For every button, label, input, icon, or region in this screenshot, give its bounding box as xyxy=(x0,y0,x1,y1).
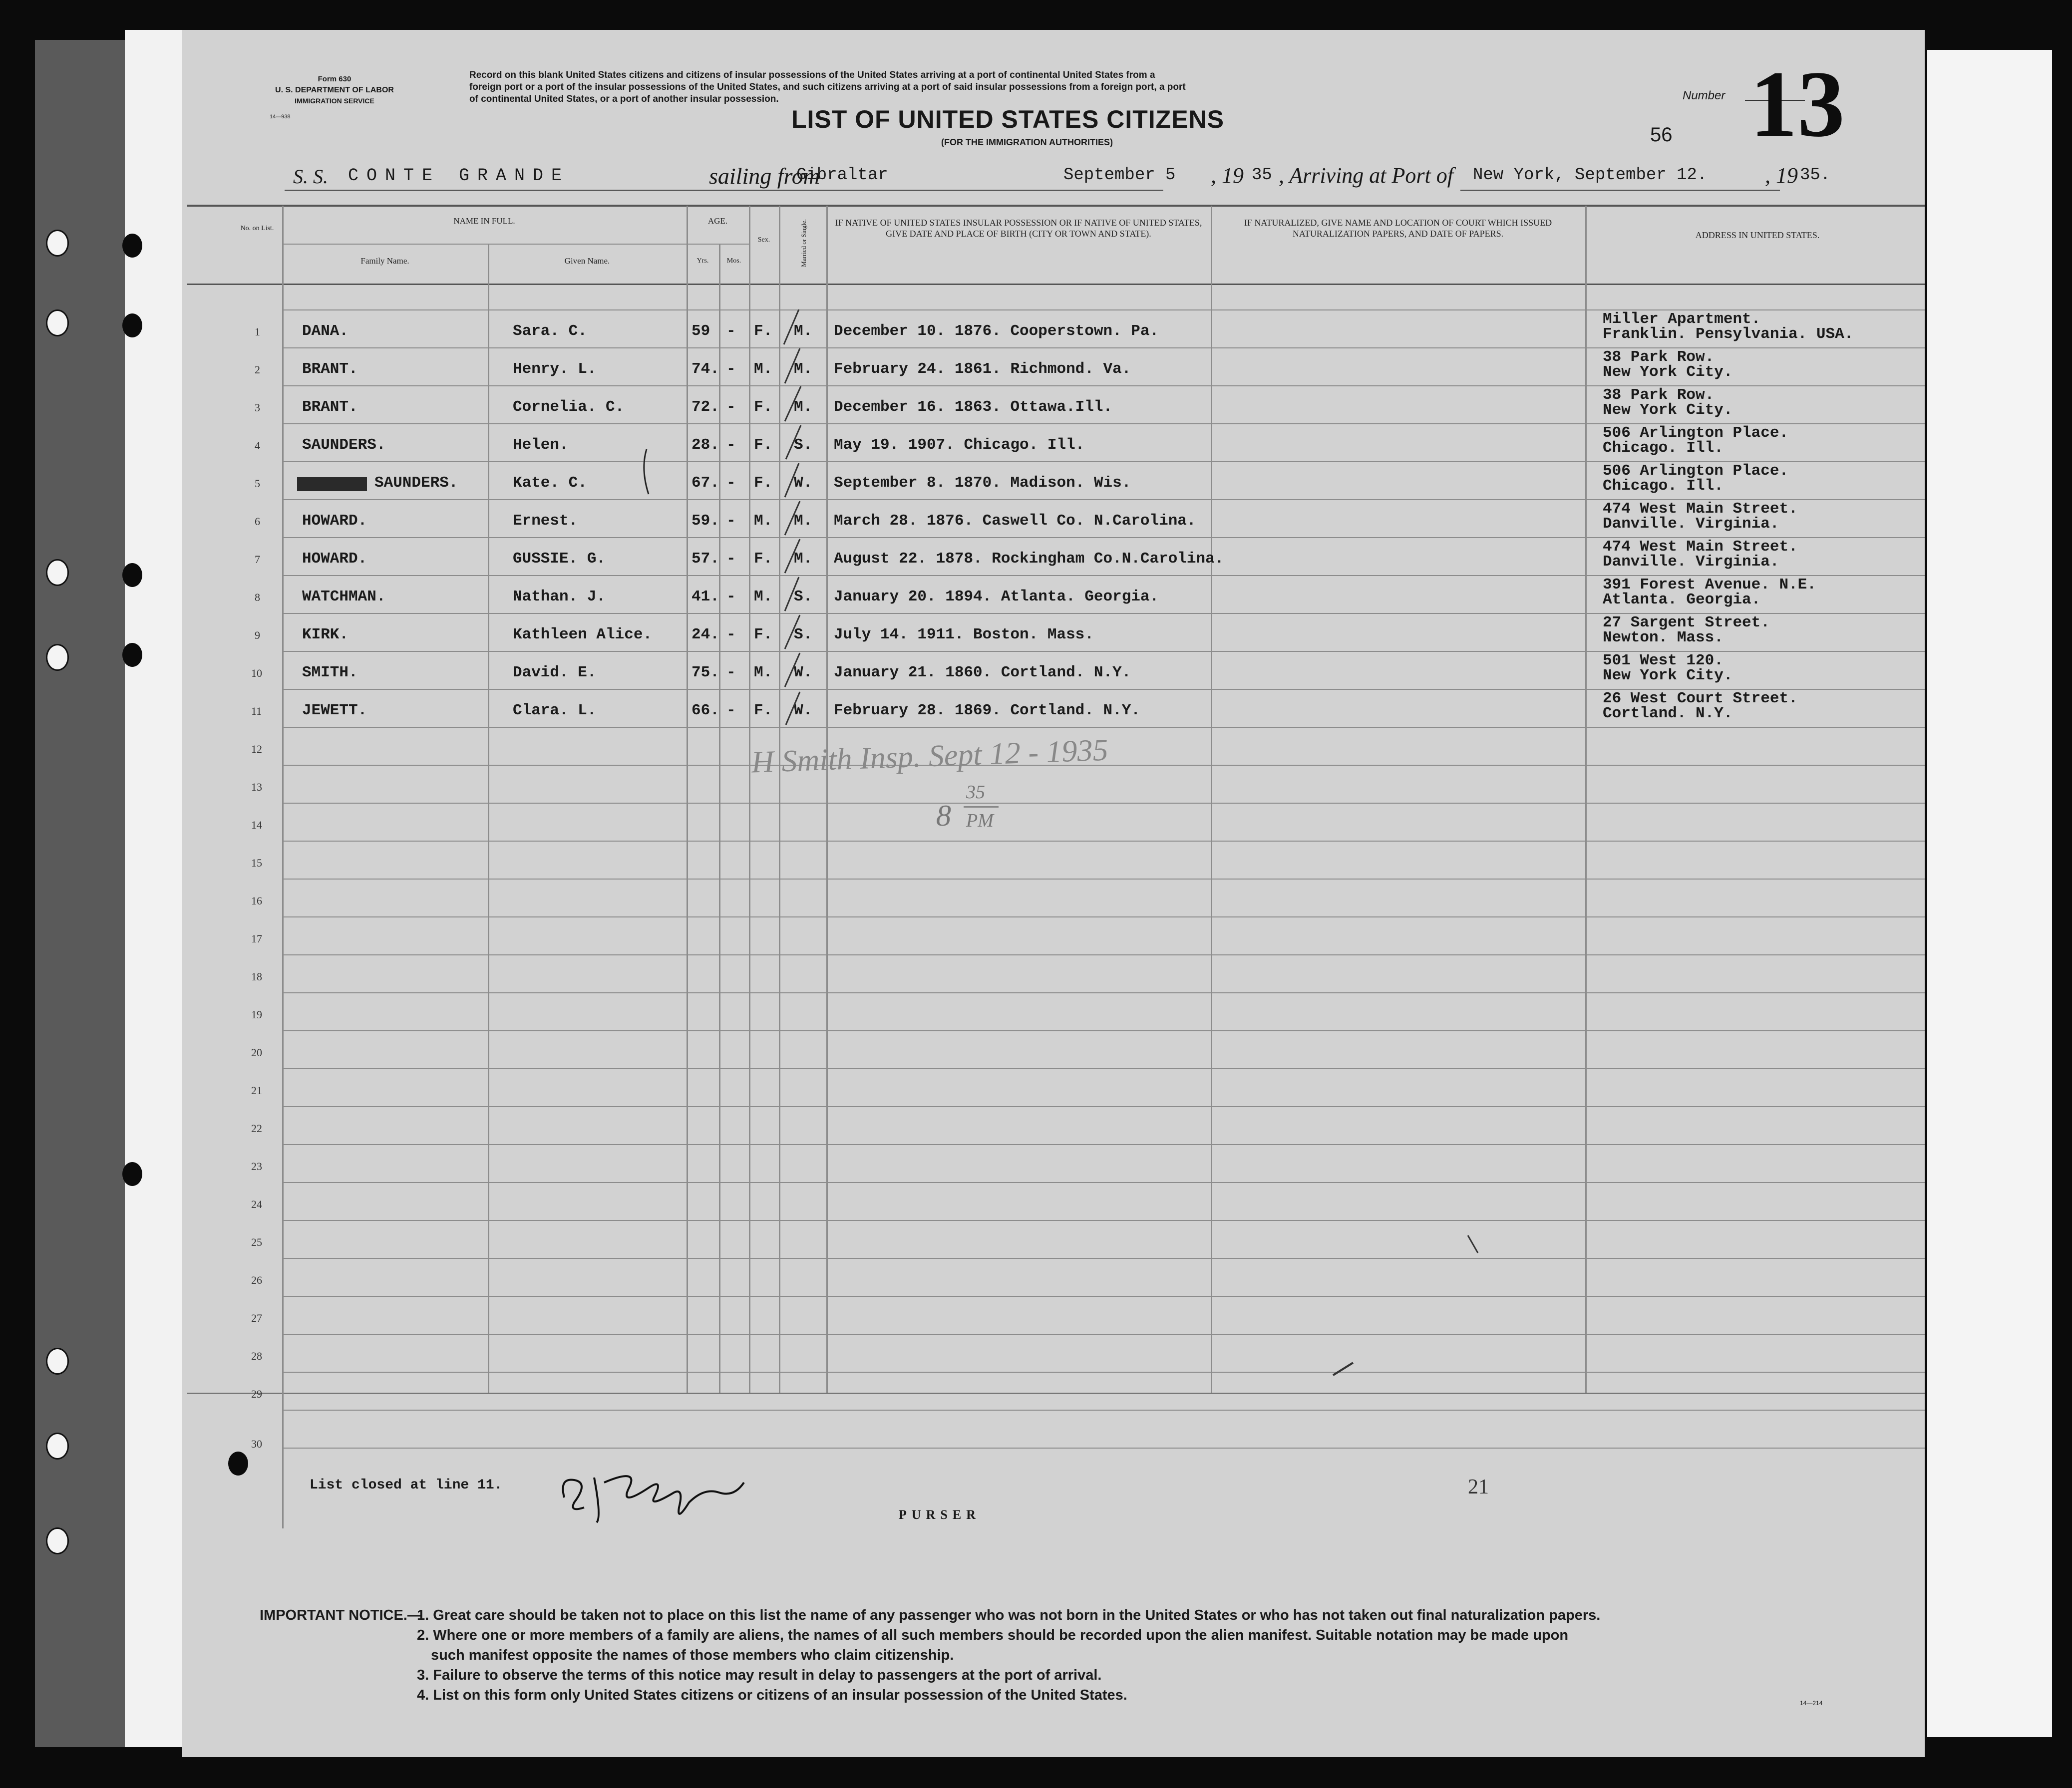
table-top-border xyxy=(187,205,1925,207)
family-name: BRANT. xyxy=(302,398,358,416)
punch-hole xyxy=(122,643,142,667)
line-number: 27 xyxy=(251,1312,262,1324)
binder-hole xyxy=(46,1348,69,1375)
arrival-port-date: New York, September 12. xyxy=(1473,166,1708,185)
struck-out-name xyxy=(297,477,367,491)
col-header-no: No. on List. xyxy=(240,225,274,232)
ship-underline xyxy=(285,190,821,191)
table-bottom-border xyxy=(187,1393,1925,1394)
service: IMMIGRATION SERVICE xyxy=(295,97,374,105)
age-months: - xyxy=(726,664,736,681)
binder-hole xyxy=(46,1527,69,1554)
col-header-family: Family Name. xyxy=(360,256,409,266)
address-line-2: Cortland. N.Y. xyxy=(1603,705,1733,722)
marital-status: S. xyxy=(794,436,813,454)
row-rule xyxy=(282,1258,1925,1259)
col-header-native: IF NATIVE OF UNITED STATES INSULAR POSSESSION OR IF NATIVE OF UNITED STATES, GIVE DATE AND PLACE OF BIRTH (CITY OR TOWN AND STATE). xyxy=(835,218,1202,239)
line-number: 17 xyxy=(251,932,262,945)
notice-item: 1. Great care should be taken not to place on this list the name of any passenger who was not born in the United States or who has not taken out final naturalization papers. xyxy=(417,1607,1601,1623)
age-years: 24. xyxy=(691,626,719,643)
address-line-2: New York City. xyxy=(1603,401,1733,419)
row-rule xyxy=(282,1182,1925,1183)
inspector-note: H Smith Insp. Sept 12 - 1935 xyxy=(751,733,1109,780)
sex: F. xyxy=(754,322,773,340)
marital-status: W. xyxy=(794,664,813,681)
age-months: - xyxy=(726,322,736,340)
marital-status: M. xyxy=(794,322,813,340)
arrival-underline xyxy=(1460,190,1780,191)
notice-item: 3. Failure to observe the terms of this notice may result in delay to passengers at the port of arrival. xyxy=(417,1667,1102,1683)
row-rule xyxy=(282,1410,1925,1411)
age-years: 59 xyxy=(691,322,710,340)
family-name: JEWETT. xyxy=(302,702,367,719)
table-row xyxy=(182,690,1925,728)
given-name: Clara. L. xyxy=(513,702,597,719)
birth-info: July 14. 1911. Boston. Mass. xyxy=(834,626,1094,643)
line-number: 12 xyxy=(251,743,262,755)
family-name: HOWARD. xyxy=(302,550,367,568)
arriving-label: , Arriving at Port of xyxy=(1279,163,1453,188)
address-line-1: 474 West Main Street. xyxy=(1603,500,1798,518)
instruction-line: of continental United States, or a port of another insular possession. xyxy=(469,94,779,104)
given-name: Helen. xyxy=(513,436,569,454)
family-name: DANA. xyxy=(302,322,349,340)
line-number: 21 xyxy=(251,1084,262,1097)
col-header-age: AGE. xyxy=(707,216,728,226)
given-name: Kate. C. xyxy=(513,474,587,492)
page-number-stamp: 13 xyxy=(1750,52,1845,157)
address-line-2: Franklin. Pensylvania. USA. xyxy=(1603,325,1854,343)
arrival-period: PM xyxy=(966,810,994,831)
family-name: KIRK. xyxy=(302,626,349,643)
sex: M. xyxy=(754,588,773,605)
handwritten-tick xyxy=(637,444,657,499)
age-years: 41. xyxy=(691,588,719,605)
age-years: 66. xyxy=(691,702,719,719)
age-months: - xyxy=(726,436,736,454)
age-years: 67. xyxy=(691,474,719,492)
line-number: 16 xyxy=(251,894,262,907)
family-name: SMITH. xyxy=(302,664,358,681)
binder-hole xyxy=(46,1433,69,1460)
purser-signature xyxy=(554,1458,774,1527)
col-header-given: Given Name. xyxy=(564,256,610,266)
line-number: 15 xyxy=(251,857,262,869)
stray-mark xyxy=(1331,1358,1361,1383)
line-number: 3 xyxy=(255,401,260,414)
notice-item: such manifest opposite the names of those members who claim citizenship. xyxy=(431,1647,954,1663)
marital-status: S. xyxy=(794,588,813,605)
sex: M. xyxy=(754,512,773,530)
marital-status: M. xyxy=(794,550,813,568)
birth-info: May 19. 1907. Chicago. Ill. xyxy=(834,436,1085,454)
line-number: 26 xyxy=(251,1274,262,1286)
col-header-sex: Sex. xyxy=(757,236,770,244)
birth-info: January 21. 1860. Cortland. N.Y. xyxy=(834,664,1131,681)
binder-edge xyxy=(125,30,185,1747)
line-number: 8 xyxy=(255,591,260,603)
table-row xyxy=(182,462,1925,500)
line-number: 11 xyxy=(251,705,262,717)
departure-underline xyxy=(784,190,1163,191)
form-subtitle: (FOR THE IMMIGRATION AUTHORITIES) xyxy=(941,137,1113,147)
sex: F. xyxy=(754,550,773,568)
line-number: 9 xyxy=(255,629,260,641)
notice-item: 4. List on this form only United States citizens or citizens of an insular possession of the United States. xyxy=(417,1687,1127,1703)
line-number: 2 xyxy=(255,363,260,376)
address-line-1: 38 Park Row. xyxy=(1603,386,1715,404)
age-years: 57. xyxy=(691,550,719,568)
punch-hole xyxy=(122,1162,142,1186)
birth-info: February 24. 1861. Richmond. Va. xyxy=(834,360,1131,378)
birth-info: January 20. 1894. Atlanta. Georgia. xyxy=(834,588,1159,605)
given-name: Cornelia. C. xyxy=(513,398,625,416)
binder-hole xyxy=(46,559,69,586)
line-number: 5 xyxy=(255,477,260,490)
family-name: SAUNDERS. xyxy=(374,474,458,492)
address-line-2: Atlanta. Georgia. xyxy=(1603,591,1761,608)
address-line-1: 506 Arlington Place. xyxy=(1603,462,1789,480)
table-row xyxy=(182,424,1925,462)
row-rule xyxy=(282,841,1925,842)
line-number: 23 xyxy=(251,1160,262,1173)
instruction-line: Record on this blank United States citizens and citizens of insular possessions of the United States arriving at a port of continental United States from a xyxy=(469,70,1155,80)
given-name: Nathan. J. xyxy=(513,588,606,605)
table-row xyxy=(182,348,1925,386)
line-number: 30 xyxy=(251,1438,262,1450)
row-rule xyxy=(282,803,1925,804)
row-rule xyxy=(282,1334,1925,1335)
departure-year: 35 xyxy=(1252,166,1272,185)
instruction-line: foreign port or a port of the insular possessions of the United States, and such citizens arriving at a port of said insular possessions from a foreign port, a port xyxy=(469,82,1186,92)
sex: F. xyxy=(754,436,773,454)
line-number: 7 xyxy=(255,553,260,566)
birth-info: December 16. 1863. Ottawa.Ill. xyxy=(834,398,1113,416)
line-number: 1 xyxy=(255,325,260,338)
col-header-naturalized: IF NATURALIZED, GIVE NAME AND LOCATION OF COURT WHICH ISSUED NATURALIZATION PAPERS, AND DATE OF PAPERS. xyxy=(1244,218,1552,239)
col-header-mos: Mos. xyxy=(726,257,741,265)
family-name: SAUNDERS. xyxy=(302,436,386,454)
table-row xyxy=(182,386,1925,424)
arrival-minutes: 35 xyxy=(966,782,985,803)
line-number: 28 xyxy=(251,1350,262,1362)
sex: M. xyxy=(754,664,773,681)
row-rule xyxy=(282,1448,1925,1449)
address-line-2: Newton. Mass. xyxy=(1603,629,1724,646)
marital-status: M. xyxy=(794,398,813,416)
binder-hole xyxy=(46,230,69,257)
line-number: 29 xyxy=(251,1388,262,1400)
sex: F. xyxy=(754,398,773,416)
sex: F. xyxy=(754,626,773,643)
line-number: 25 xyxy=(251,1236,262,1248)
age-months: - xyxy=(726,398,736,416)
given-name: David. E. xyxy=(513,664,597,681)
punch-hole xyxy=(122,313,142,337)
table-row xyxy=(182,614,1925,652)
form-title: LIST OF UNITED STATES CITIZENS xyxy=(791,105,1225,133)
notice-heading: IMPORTANT NOTICE.— xyxy=(260,1607,422,1623)
table-row xyxy=(182,576,1925,614)
number-label: Number xyxy=(1683,89,1726,102)
age-years: 28. xyxy=(691,436,719,454)
row-rule xyxy=(282,879,1925,880)
punch-hole xyxy=(122,563,142,587)
line-number: 24 xyxy=(251,1198,262,1210)
row-rule xyxy=(282,954,1925,955)
line-number: 4 xyxy=(255,439,260,452)
row-rule xyxy=(282,916,1925,917)
line-number: 19 xyxy=(251,1008,262,1021)
address-line-1: 38 Park Row. xyxy=(1603,348,1715,366)
form-number: Form 630 xyxy=(318,75,351,83)
table-row xyxy=(182,500,1925,538)
marital-status: M. xyxy=(794,360,813,378)
col-header-address: ADDRESS IN UNITED STATES. xyxy=(1695,230,1820,240)
row-rule xyxy=(282,1296,1925,1297)
col-header-name: NAME IN FULL. xyxy=(453,216,515,226)
ship-name: CONTE GRANDE xyxy=(348,166,570,186)
subheader-line xyxy=(282,244,749,245)
marital-status: W. xyxy=(794,474,813,492)
table-row xyxy=(182,652,1925,690)
address-line-1: Miller Apartment. xyxy=(1603,310,1761,328)
given-name: Kathleen Alice. xyxy=(513,626,653,643)
list-closed-note: List closed at line 11. xyxy=(310,1478,503,1493)
birth-info: December 10. 1876. Cooperstown. Pa. xyxy=(834,322,1159,340)
corner-code: 14—214 xyxy=(1800,1700,1823,1707)
line-number: 6 xyxy=(255,515,260,528)
sex: F. xyxy=(754,474,773,492)
given-name: Sara. C. xyxy=(513,322,587,340)
age-years: 75. xyxy=(691,664,719,681)
row-rule xyxy=(282,1106,1925,1107)
page-count: 21 xyxy=(1468,1476,1489,1498)
given-name: Henry. L. xyxy=(513,360,597,378)
age-years: 59. xyxy=(691,512,719,530)
col-header-marital: Married or Single. xyxy=(800,219,807,267)
address-line-1: 474 West Main Street. xyxy=(1603,538,1798,556)
line-number: 18 xyxy=(251,970,262,983)
ship-prefix: S. S. xyxy=(293,165,328,188)
manifest-sheet xyxy=(182,30,1925,1757)
year-prefix: , 19 xyxy=(1211,163,1244,188)
row-rule xyxy=(282,1372,1925,1373)
address-line-2: Danville. Virginia. xyxy=(1603,553,1779,571)
binder-hole xyxy=(46,309,69,336)
family-name: HOWARD. xyxy=(302,512,367,530)
birth-info: March 28. 1876. Caswell Co. N.Carolina. xyxy=(834,512,1196,530)
marital-status: M. xyxy=(794,512,813,530)
birth-info: September 8. 1870. Madison. Wis. xyxy=(834,474,1131,492)
birth-info: February 28. 1869. Cortland. N.Y. xyxy=(834,702,1140,719)
line-number: 14 xyxy=(251,819,262,831)
marital-status: S. xyxy=(794,626,813,643)
sex: F. xyxy=(754,702,773,719)
marital-status: W. xyxy=(794,702,813,719)
row-rule xyxy=(282,1220,1925,1221)
next-page-edge xyxy=(1927,50,2052,1737)
given-name: GUSSIE. G. xyxy=(513,550,606,568)
age-months: - xyxy=(726,588,736,605)
line-number: 20 xyxy=(251,1046,262,1059)
given-name: Ernest. xyxy=(513,512,578,530)
arrival-hour: 8 xyxy=(936,799,951,832)
punch-hole xyxy=(228,1452,248,1476)
address-line-2: New York City. xyxy=(1603,667,1733,684)
family-name: BRANT. xyxy=(302,360,358,378)
address-line-1: 506 Arlington Place. xyxy=(1603,424,1789,442)
row-rule xyxy=(282,1144,1925,1145)
age-years: 74. xyxy=(691,360,719,378)
fraction-bar xyxy=(964,806,999,808)
small-code: 14—938 xyxy=(270,114,291,120)
departure-date: September 5 xyxy=(1063,166,1176,185)
table-row xyxy=(182,310,1925,348)
port-of-departure: Gibraltar xyxy=(796,166,888,185)
address-line-2: New York City. xyxy=(1603,363,1733,381)
notice-item: 2. Where one or more members of a family are aliens, the names of all such members should be recorded upon the alien manifest. Suitable notation may be made upon xyxy=(417,1627,1569,1643)
purser-label: PURSER xyxy=(899,1507,981,1522)
line-number: 10 xyxy=(251,667,262,679)
age-years: 72. xyxy=(691,398,719,416)
birth-info: August 22. 1878. Rockingham Co.N.Carolina. xyxy=(834,550,1224,568)
line-number: 22 xyxy=(251,1122,262,1135)
row-rule xyxy=(282,992,1925,993)
address-line-1: 27 Sargent Street. xyxy=(1603,614,1770,631)
sailing-from-label: sailing from xyxy=(704,163,825,189)
age-months: - xyxy=(726,512,736,530)
family-name: WATCHMAN. xyxy=(302,588,386,605)
address-line-1: 26 West Court Street. xyxy=(1603,690,1798,707)
address-line-2: Chicago. Ill. xyxy=(1603,477,1724,495)
arrival-year: 35. xyxy=(1800,166,1831,185)
age-months: - xyxy=(726,626,736,643)
address-line-2: Chicago. Ill. xyxy=(1603,439,1724,457)
age-months: - xyxy=(726,360,736,378)
year-prefix: , 19 xyxy=(1765,163,1798,188)
age-months: - xyxy=(726,474,736,492)
header-bottom-border xyxy=(187,284,1925,285)
line-number: 13 xyxy=(251,781,262,793)
row-rule xyxy=(282,1030,1925,1031)
binder-hole xyxy=(46,644,69,671)
check-marks xyxy=(779,280,829,749)
stray-mark xyxy=(1465,1233,1485,1258)
age-months: - xyxy=(726,702,736,719)
col-header-yrs: Yrs. xyxy=(696,257,709,265)
punch-hole xyxy=(122,234,142,258)
address-line-1: 391 Forest Avenue. N.E. xyxy=(1603,576,1816,594)
address-line-2: Danville. Virginia. xyxy=(1603,515,1779,533)
row-rule xyxy=(282,1068,1925,1069)
department: U. S. DEPARTMENT OF LABOR xyxy=(275,86,394,94)
sex: M. xyxy=(754,360,773,378)
address-line-1: 501 West 120. xyxy=(1603,652,1724,669)
stamp-number: 56 xyxy=(1650,124,1673,146)
age-months: - xyxy=(726,550,736,568)
table-row xyxy=(182,538,1925,576)
